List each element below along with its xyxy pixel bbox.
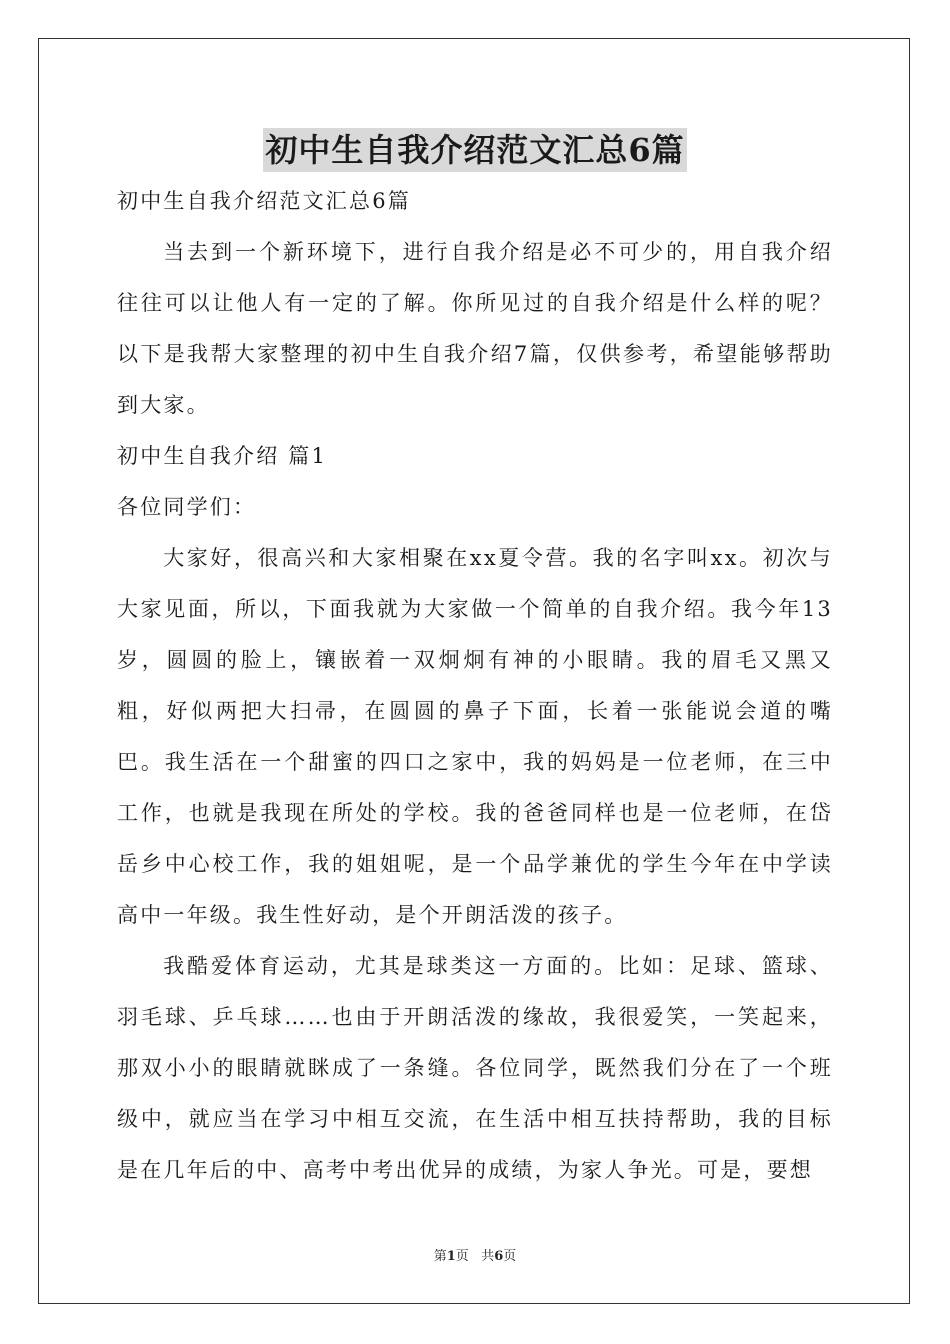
section-heading: 初中生自我介绍 篇1 [117,444,328,468]
paragraph-body: 大家好，很高兴和大家相聚在xx夏令营。我的名字叫xx。初次与大家见面，所以，下面我就为大家做一个简单的自我介绍。我今年13岁，圆圆的脸上，镶嵌着一双炯炯有神的小眼睛。我的眉毛又黑又粗，好似两把大扫帚，在圆圆的鼻子下面，长着一张能说会道的嘴巴。我生活在一个甜蜜的四口之家中，我的妈妈是一位老师，在三中工作，也就是我现在所处的学校。我的爸爸同样也是一位老师，在岱岳乡中心校工作，我的姐姐呢，是一个品学兼优的学生今年在中学读高中一年级。我生性好动，是个开朗活泼的孩子。 [117,546,833,927]
document-title: 初中生自我介绍范文汇总6篇 [263,128,686,172]
page-number-prefix: 第 [433,1249,447,1264]
page-total-suffix: 页 [503,1249,517,1264]
paragraph-greeting: 各位同学们： [117,495,257,519]
page-total-prefix: 共 [481,1249,495,1264]
paragraph-intro: 当去到一个新环境下，进行自我介绍是必不可少的，用自我介绍往往可以让他人有一定的了解。你所见过的自我介绍是什么样的呢？以下是我帮大家整理的初中生自我介绍7篇，仅供参考，希望能够帮助到大家。 [117,240,833,417]
page-number-suffix: 页 [455,1249,469,1264]
paragraph-body: 我酷爱体育运动，尤其是球类这一方面的。比如：足球、篮球、羽毛球、乒乓球……也由于开朗活泼的缘故，我很爱笑，一笑起来，那双小小的眼睛就眯成了一条缝。各位同学，既然我们分在了一个班级中，就应当在学习中相互交流，在生活中相互扶持帮助，我的目标是在几年后的中、高考中考出优异的成绩，为家人争光。可是，要想 [117,954,833,1182]
page-number-current: 1 [446,1249,456,1264]
title-container [0,128,950,172]
paragraph-subtitle: 初中生自我介绍范文汇总6篇 [117,189,411,213]
document-body [117,176,833,1196]
page-footer [0,1245,950,1264]
page-total: 6 [494,1249,504,1264]
